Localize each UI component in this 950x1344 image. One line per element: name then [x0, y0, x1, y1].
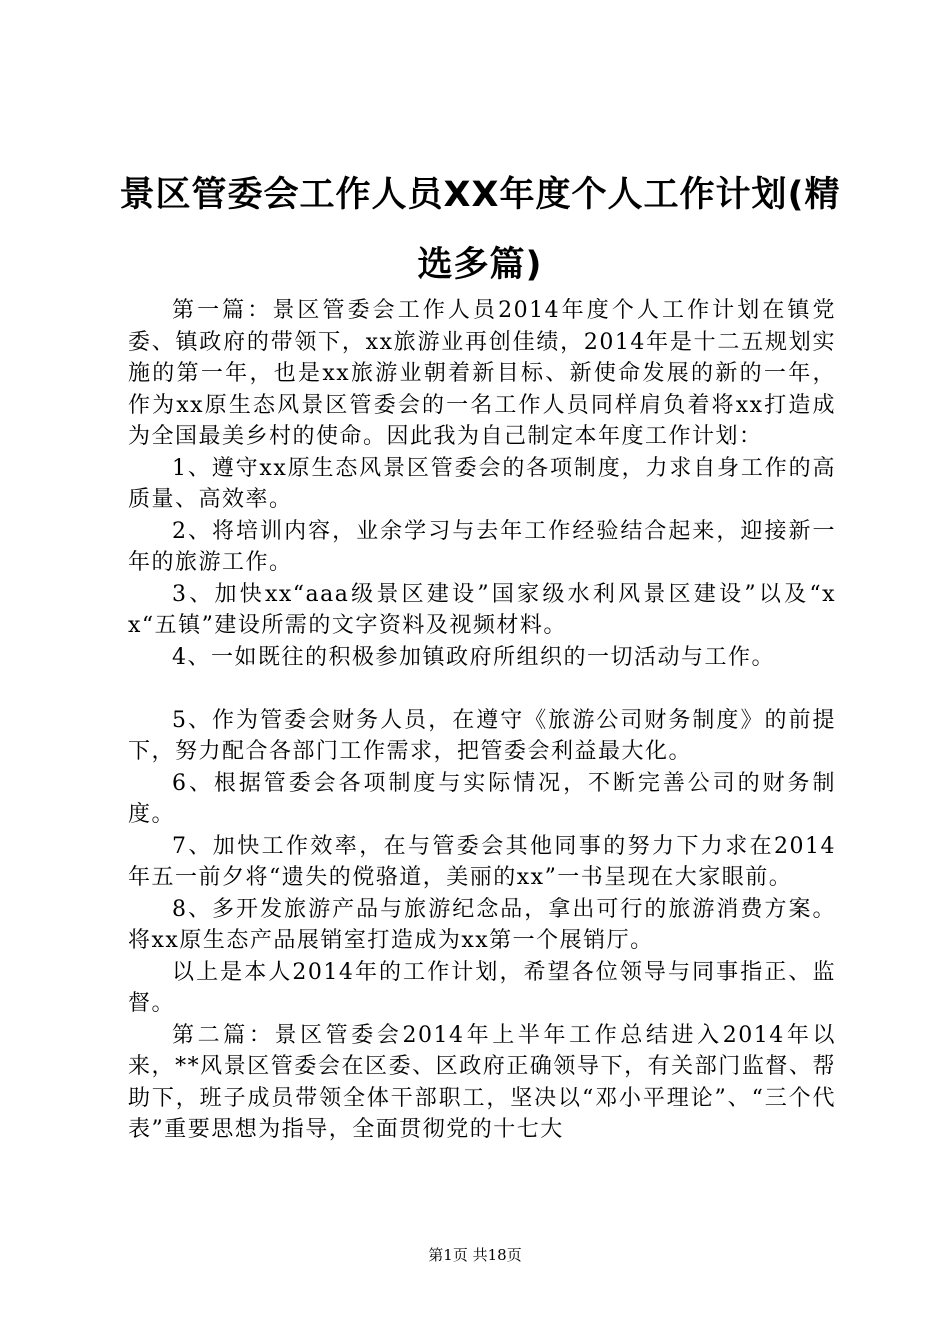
paragraph: 第二篇：景区管委会2014年上半年工作总结进入2014年以来，**风景区管委会在区委、区政府正确领导下，有关部门监督、帮助下，班子成员带领全体干部职工，坚决以“邓小平理论”、“三个代表”重要思想为指导，全面贯彻党的十七大 [128, 1022, 836, 1142]
paragraph: 1、遵守xx原生态风景区管委会的各项制度，力求自身工作的高质量、高效率。 [128, 455, 836, 512]
paragraph: 4、一如既往的积极参加镇政府所组织的一切活动与工作。 [172, 644, 775, 670]
paragraph: 7、加快工作效率，在与管委会其他同事的努力下力求在2014年五一前夕将“遗失的傥骆道，美丽的xx”一书呈现在大家眼前。 [128, 833, 836, 890]
paragraph: 第一篇：景区管委会工作人员2014年度个人工作计划在镇党委、镇政府的带领下，xx旅游业再创佳绩，2014年是十二五规划实施的第一年，也是xx旅游业朝着新目标、新使命发展的新的一年，作为xx原生态风景区管委会的一名工作人员同样肩负着将xx打造成为全国最美乡村的使命。因此我为自己制定本年度工作计划： [128, 298, 836, 449]
paragraph: 以上是本人2014年的工作计划，希望各位领导与同事指正、监督。 [128, 959, 836, 1016]
paragraph: 2、将培训内容，业余学习与去年工作经验结合起来，迎接新一年的旅游工作。 [128, 518, 836, 575]
paragraph: 5、作为管委会财务人员，在遵守《旅游公司财务制度》的前提下，努力配合各部门工作需求，把管委会利益最大化。 [128, 707, 836, 764]
paragraph: 6、根据管委会各项制度与实际情况，不断完善公司的财务制度。 [128, 770, 836, 827]
document-title: 景区管委会工作人员XX年度个人工作计划(精选多篇) [119, 175, 841, 285]
paragraph: 8、多开发旅游产品与旅游纪念品，拿出可行的旅游消费方案。将xx原生态产品展销室打造成为xx第一个展销厅。 [128, 896, 836, 953]
paragraph: 3、加快xx“aaa级景区建设”国家级水利风景区建设”以及“xx“五镇”建设所需的文字资料及视频材料。 [128, 581, 836, 638]
document-body [128, 295, 836, 1146]
page-number-footer: 第1页 共18页 [428, 1246, 522, 1264]
